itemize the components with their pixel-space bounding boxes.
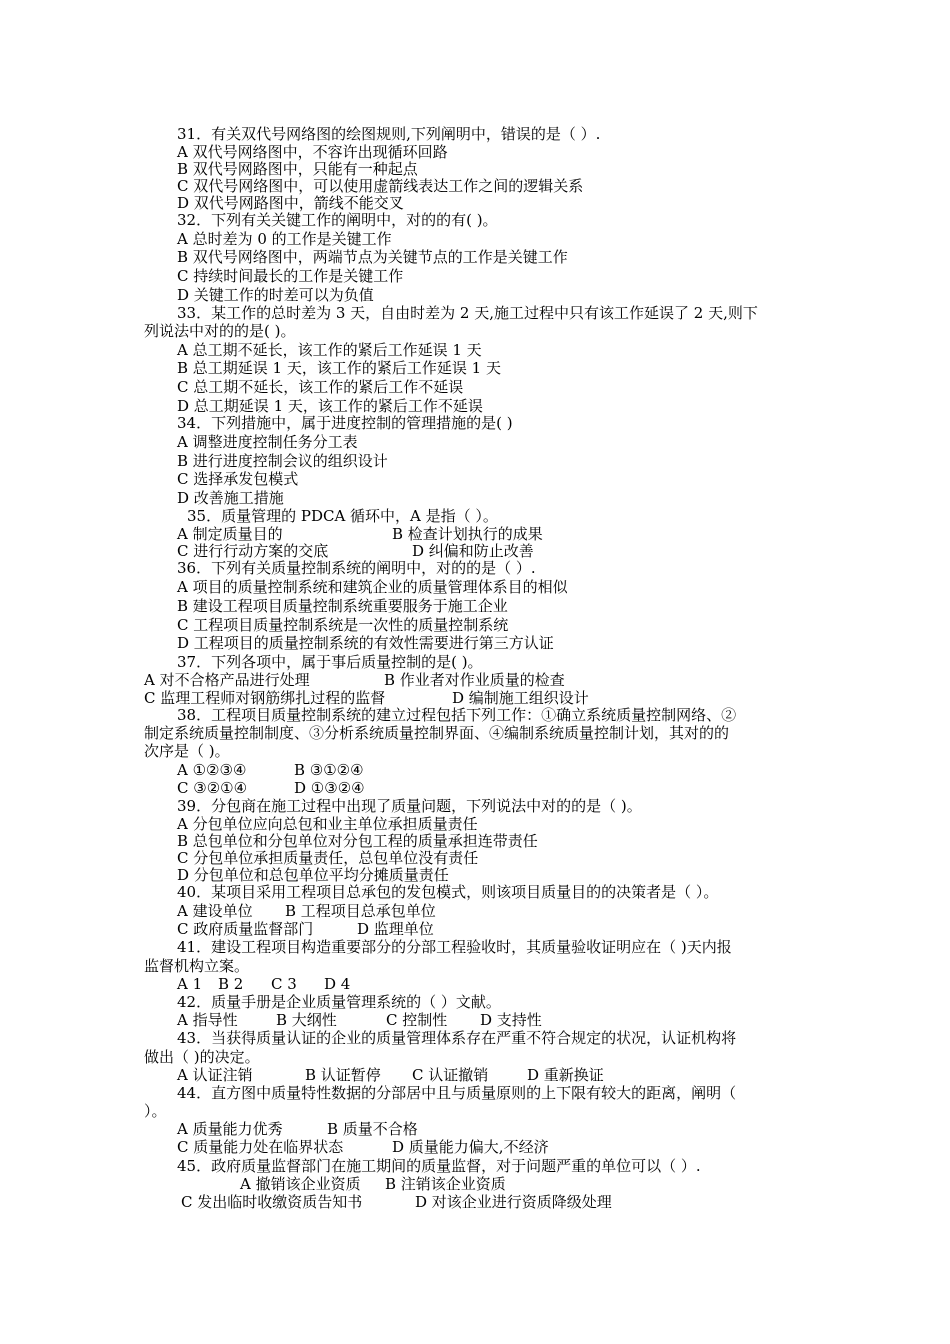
question-31-option-a: A 双代号网络图中，不容许出现循环回路 [177,143,448,161]
question-41-option-d: D 4 [324,975,351,993]
question-36-option-d: D 工程项目的质量控制系统的有效性需要进行第三方认证 [177,634,554,652]
question-44-stem-line2: ）。 [144,1102,167,1120]
question-45-option-a: A 撤销该企业资质 [240,1175,361,1193]
question-32-option-c: C 持续时间最长的工作是关键工作 [177,267,404,285]
question-40-option-b: B 工程项目总承包单位 [285,902,436,920]
question-33-stem-line1: 33．某工作的总时差为 3 天，自由时差为 2 天,施工过程中只有该工作延误了 2 天,则下 [177,304,758,322]
question-35-option-b: B 检查计划执行的成果 [392,525,543,543]
question-42-option-a: A 指导性 [177,1011,238,1029]
question-40-option-c: C 政府质量监督部门 [177,920,314,938]
question-36-option-b: B 建设工程项目质量控制系统重要服务于施工企业 [177,597,508,615]
question-36-option-a: A 项目的质量控制系统和建筑企业的质量管理体系目的相似 [177,578,568,596]
question-38-stem-line2: 制定系统质量控制制度、③分析系统质量控制界面、④编制系统质量控制计划，其对的的 [144,724,730,742]
question-44-option-b: B 质量不合格 [327,1120,418,1138]
question-41-stem-line2: 监督机构立案。 [144,957,250,975]
question-38-stem-line1: 38．工程项目质量控制系统的建立过程包括下列工作：①确立系统质量控制网络、② [177,706,737,724]
question-37-option-c: C 监理工程师对钢筋绑扎过程的监督 [144,689,386,707]
question-45-option-c: C 发出临时收缴资质告知书 [181,1193,363,1211]
question-40-stem: 40．某项目采用工程项目总承包的发包模式，则该项目质量目的的决策者是（ ）。 [177,883,719,901]
question-31-stem: 31．有关双代号网络图的绘图规则,下列阐明中，错误的是（ ）. [177,125,601,143]
question-32-option-d: D 关键工作的时差可以为负值 [177,286,374,304]
question-34-option-d: D 改善施工措施 [177,489,284,507]
question-42-option-b: B 大纲性 [276,1011,337,1029]
question-43-option-b: B 认证暂停 [305,1066,381,1084]
question-39-stem: 39．分包商在施工过程中出现了质量问题，下列说法中对的的是（ )。 [177,797,642,815]
question-38-option-b: B ③①②④ [294,761,364,779]
question-37-stem: 37．下列各项中，属于事后质量控制的是( )。 [177,653,483,671]
question-38-option-a: A ①②③④ [177,761,247,779]
question-31-option-c: C 双代号网络图中，可以使用虚箭线表达工作之间的逻辑关系 [177,177,584,195]
question-44-option-c: C 质量能力处在临界状态 [177,1138,344,1156]
question-43-option-a: A 认证注销 [177,1066,253,1084]
question-39-option-b: B 总包单位和分包单位对分包工程的质量承担连带责任 [177,832,538,850]
question-36-option-c: C 工程项目质量控制系统是一次性的质量控制系统 [177,616,509,634]
question-44-stem-line1: 44．直方图中质量特性数据的分部居中且与质量原则的上下限有较大的距离，阐明（ [177,1084,737,1102]
question-44-option-a: A 质量能力优秀 [177,1120,283,1138]
question-33-stem-line2: 列说法中对的的是( )。 [144,322,296,340]
question-41-option-a: A 1 [177,975,203,993]
question-34-option-b: B 进行进度控制会议的组织设计 [177,452,388,470]
question-37-option-b: B 作业者对作业质量的检查 [384,671,565,689]
question-39-option-a: A 分包单位应向总包和业主单位承担质量责任 [177,815,478,833]
question-32-stem: 32．下列有关关键工作的阐明中，对的的有( )。 [177,211,498,229]
question-34-option-c: C 选择承发包模式 [177,470,299,488]
question-45-option-b: B 注销该企业资质 [385,1175,506,1193]
question-35-stem: 35．质量管理的 PDCA 循环中，A 是指（ ）。 [187,507,498,525]
question-41-option-c: C 3 [271,975,297,993]
question-39-option-d: D 分包单位和总包单位平均分摊质量责任 [177,866,449,884]
question-45-stem: 45．政府质量监督部门在施工期间的质量监督，对于问题严重的单位可以（ ）. [177,1157,701,1175]
question-34-stem: 34．下列措施中，属于进度控制的管理措施的是( ) [177,414,513,432]
question-32-option-b: B 双代号网络图中，两端节点为关键节点的工作是关键工作 [177,248,568,266]
question-32-option-a: A 总时差为 0 的工作是关键工作 [177,230,392,248]
question-35-option-c: C 进行行动方案的交底 [177,542,329,560]
question-38-option-c: C ③②①④ [177,779,248,797]
question-44-option-d: D 质量能力偏大,不经济 [392,1138,549,1156]
question-42-option-c: C 控制性 [386,1011,448,1029]
question-35-option-a: A 制定质量目的 [177,525,283,543]
question-35-option-d: D 纠偏和防止改善 [412,542,534,560]
question-42-option-d: D 支持性 [480,1011,542,1029]
question-37-option-d: D 编制施工组织设计 [452,689,589,707]
question-43-option-d: D 重新换证 [527,1066,604,1084]
question-43-stem-line1: 43．当获得质量认证的企业的质量管理体系存在严重不符合规定的状况，认证机构将 [177,1029,737,1047]
question-40-option-d: D 监理单位 [357,920,434,938]
question-41-stem-line1: 41．建设工程项目构造重要部分的分部工程验收时，其质量验收证明应在（ )天内报 [177,938,732,956]
question-31-option-d: D 双代号网路图中，箭线不能交叉 [177,194,404,212]
question-43-stem-line2: 做出（ )的决定。 [144,1048,260,1066]
question-41-option-b: B 2 [218,975,244,993]
question-33-option-a: A 总工期不延长，该工作的紧后工作延误 1 天 [177,341,482,359]
question-37-option-a: A 对不合格产品进行处理 [144,671,310,689]
question-34-option-a: A 调整进度控制任务分工表 [177,433,358,451]
question-40-option-a: A 建设单位 [177,902,253,920]
question-39-option-c: C 分包单位承担质量责任，总包单位没有责任 [177,849,479,867]
question-38-stem-line3: 次序是（ )。 [144,742,230,760]
question-38-option-d: D ①③②④ [294,779,365,797]
question-33-option-c: C 总工期不延长，该工作的紧后工作不延误 [177,378,464,396]
question-45-option-d: D 对该企业进行资质降级处理 [415,1193,612,1211]
question-33-option-d: D 总工期延误 1 天，该工作的紧后工作不延误 [177,397,483,415]
question-31-option-b: B 双代号网路图中，只能有一种起点 [177,160,418,178]
question-42-stem: 42．质量手册是企业质量管理系统的（ ）文献。 [177,993,501,1011]
question-36-stem: 36．下列有关质量控制系统的阐明中，对的的是（ ）. [177,559,536,577]
question-33-option-b: B 总工期延误 1 天，该工作的紧后工作延误 1 天 [177,359,501,377]
question-43-option-c: C 认证撤销 [412,1066,489,1084]
